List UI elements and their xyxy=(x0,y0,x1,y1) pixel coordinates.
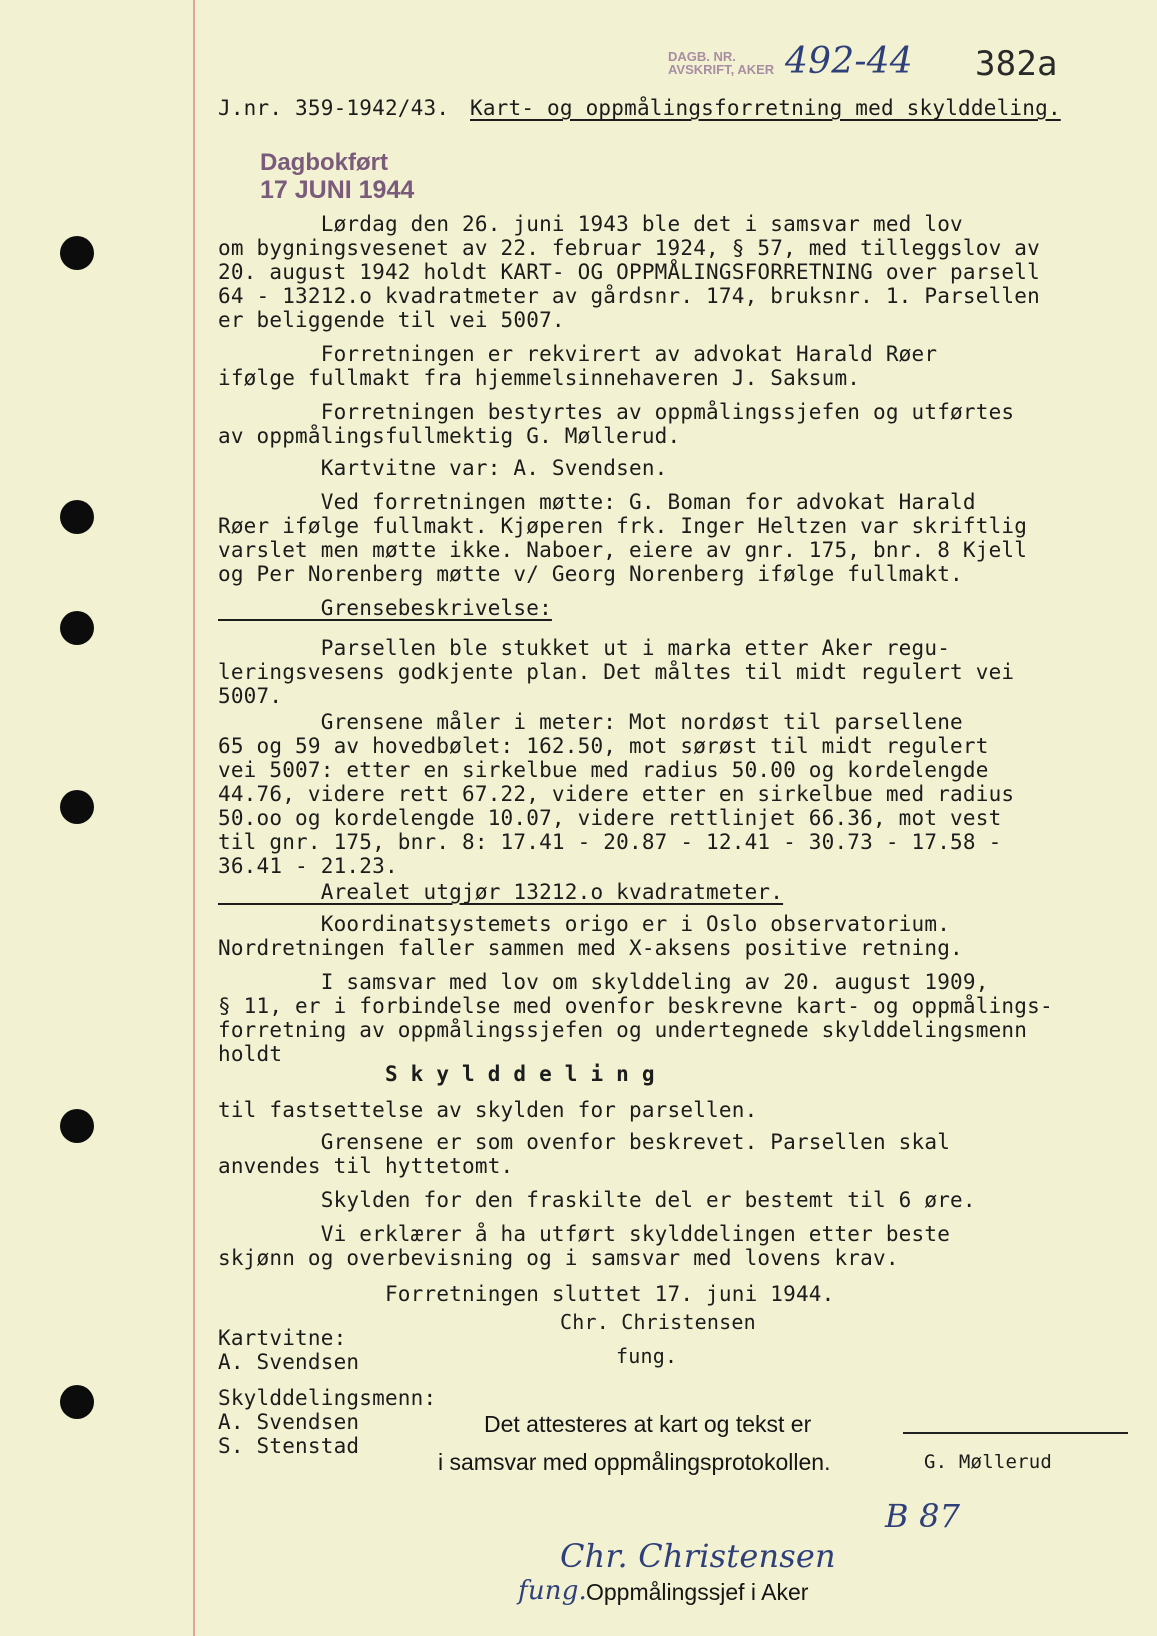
section-heading: Grensebeskrivelse: xyxy=(218,596,552,620)
punch-hole xyxy=(60,236,94,270)
closing-line: Forretningen sluttet 17. juni 1944. xyxy=(218,1282,835,1306)
body-line: til gnr. 175, bnr. 8: 17.41 - 20.87 - 12.41 - 30.73 - 17.58 - xyxy=(218,830,1002,854)
body-line: Forretningen bestyrtes av oppmålingssjefen og utførtes xyxy=(218,400,1015,424)
signatory-title: fung. xyxy=(616,1344,678,1368)
body-line: skjønn og overbevisning og i samsvar med lovens krav. xyxy=(218,1246,899,1270)
body-line: Grensene måler i meter: Mot nordøst til parsellene xyxy=(218,710,963,734)
margin-rule xyxy=(193,0,195,1636)
body-line: Forretningen er rekvirert av advokat Harald Røer xyxy=(218,342,938,366)
body-line: Lørdag den 26. juni 1943 ble det i samsvar med lov xyxy=(218,212,963,236)
body-line: § 11, er i forbindelse med ovenfor beskrevne kart- og oppmålings- xyxy=(218,994,1053,1018)
punch-hole xyxy=(60,1109,94,1143)
body-line: anvendes til hyttetomt. xyxy=(218,1154,514,1178)
body-line: er beliggende til vei 5007. xyxy=(218,308,565,332)
body-line: om bygningsvesenet av 22. februar 1924, § 57, med tilleggslov av xyxy=(218,236,1040,260)
body-line: og Per Norenberg møtte v/ Georg Norenberg ifølge fullmakt. xyxy=(218,562,963,586)
punch-hole xyxy=(60,611,94,645)
page-title: Kart- og oppmålingsforretning med skylddeling. xyxy=(470,96,1061,120)
handwritten-signature: Chr. Christensen xyxy=(560,1537,836,1575)
body-line: Ved forretningen møtte: G. Boman for advokat Harald xyxy=(218,490,976,514)
body-line: Nordretningen faller sammen med X-aksens positive retning. xyxy=(218,936,963,960)
signature-rule xyxy=(903,1432,1128,1434)
body-line: 36.41 - 21.23. xyxy=(218,854,398,878)
punch-hole xyxy=(60,790,94,824)
page-number: 382a xyxy=(975,44,1058,84)
body-line: leringsvesens godkjente plan. Det måltes til midt regulert vei xyxy=(218,660,1015,684)
date-stamp xyxy=(260,150,414,204)
body-line: holdt xyxy=(218,1042,283,1066)
body-line: ifølge fullmakt fra hjemmelsinnehaveren J. Saksum. xyxy=(218,366,861,390)
handwritten-number: 492-44 xyxy=(785,41,913,82)
attestation-line: i samsvar med oppmålingsprotokollen. xyxy=(438,1449,831,1475)
office-stamp: Oppmålingssjef i Aker xyxy=(586,1579,809,1605)
body-line: varslet men møtte ikke. Naboer, eiere av gnr. 175, bnr. 8 Kjell xyxy=(218,538,1028,562)
body-line: av oppmålingsfullmektig G. Møllerud. xyxy=(218,424,681,448)
body-line: Kartvitne var: A. Svendsen. xyxy=(218,456,668,480)
body-line: forretning av oppmålingssjefen og undertegnede skylddelingsmenn xyxy=(218,1018,1028,1042)
kartvitne-name: A. Svendsen xyxy=(218,1350,360,1374)
body-line: vei 5007: etter en sirkelbue med radius 50.00 og kordelengde xyxy=(218,758,989,782)
date-stamp-label: Dagbokført xyxy=(260,149,388,176)
date-stamp-date: 17 JUNI 1944 xyxy=(260,176,415,204)
signatory-name: Chr. Christensen xyxy=(560,1310,756,1334)
body-line: 5007. xyxy=(218,684,283,708)
body-line: Røer ifølge fullmakt. Kjøperen frk. Inger Heltzen var skriftlig xyxy=(218,514,1028,538)
body-line: 50.oo og kordelengde 10.07, videre rettlinjet 66.36, mot vest xyxy=(218,806,1002,830)
body-line: I samsvar med lov om skylddeling av 20. august 1909, xyxy=(218,970,989,994)
body-line: 20. august 1942 holdt KART- OG OPPMÅLINGSFORRETNING over parsell xyxy=(218,260,1040,284)
handwritten-fung: fung. xyxy=(518,1576,588,1606)
body-line: til fastsettelse av skylden for parsellen. xyxy=(218,1098,758,1122)
skylddelingsmann-name: S. Stenstad xyxy=(218,1434,360,1458)
body-line: 44.76, videre rett 67.22, videre etter en sirkelbue med radius xyxy=(218,782,1015,806)
body-line: 64 - 13212.o kvadratmeter av gårdsnr. 174, bruksnr. 1. Parsellen xyxy=(218,284,1040,308)
body-line: Skylden for den fraskilte del er bestemt til 6 øre. xyxy=(218,1188,976,1212)
punch-hole xyxy=(60,500,94,534)
journal-number: J.nr. 359-1942/43. xyxy=(218,96,450,120)
registry-stamp: DAGB. NR. AVSKRIFT, AKER xyxy=(668,49,775,77)
skylddeling-heading: S k y l d d e l i n g xyxy=(218,1062,655,1086)
body-line: Vi erklærer å ha utført skylddelingen etter beste xyxy=(218,1222,951,1246)
body-line: Parsellen ble stukket ut i marka etter Aker regu- xyxy=(218,636,951,660)
kartvitne-label: Kartvitne: xyxy=(218,1326,347,1350)
skylddelingsmann-name: A. Svendsen xyxy=(218,1410,360,1434)
body-line: Grensene er som ovenfor beskrevet. Parsellen skal xyxy=(218,1130,951,1154)
attestation-line: Det attesteres at kart og tekst er xyxy=(484,1411,812,1437)
area-statement: Arealet utgjør 13212.o kvadratmeter. xyxy=(218,880,784,904)
body-line: Koordinatsystemets origo er i Oslo observatorium. xyxy=(218,912,951,936)
attestation-signer: G. Møllerud xyxy=(924,1451,1053,1473)
body-line: 65 og 59 av hovedbølet: 162.50, mot sørøst til midt regulert xyxy=(218,734,989,758)
skylddelingsmenn-label: Skylddelingsmenn: xyxy=(218,1386,437,1410)
punch-hole xyxy=(60,1385,94,1419)
handwritten-code: B 87 xyxy=(885,1497,961,1535)
